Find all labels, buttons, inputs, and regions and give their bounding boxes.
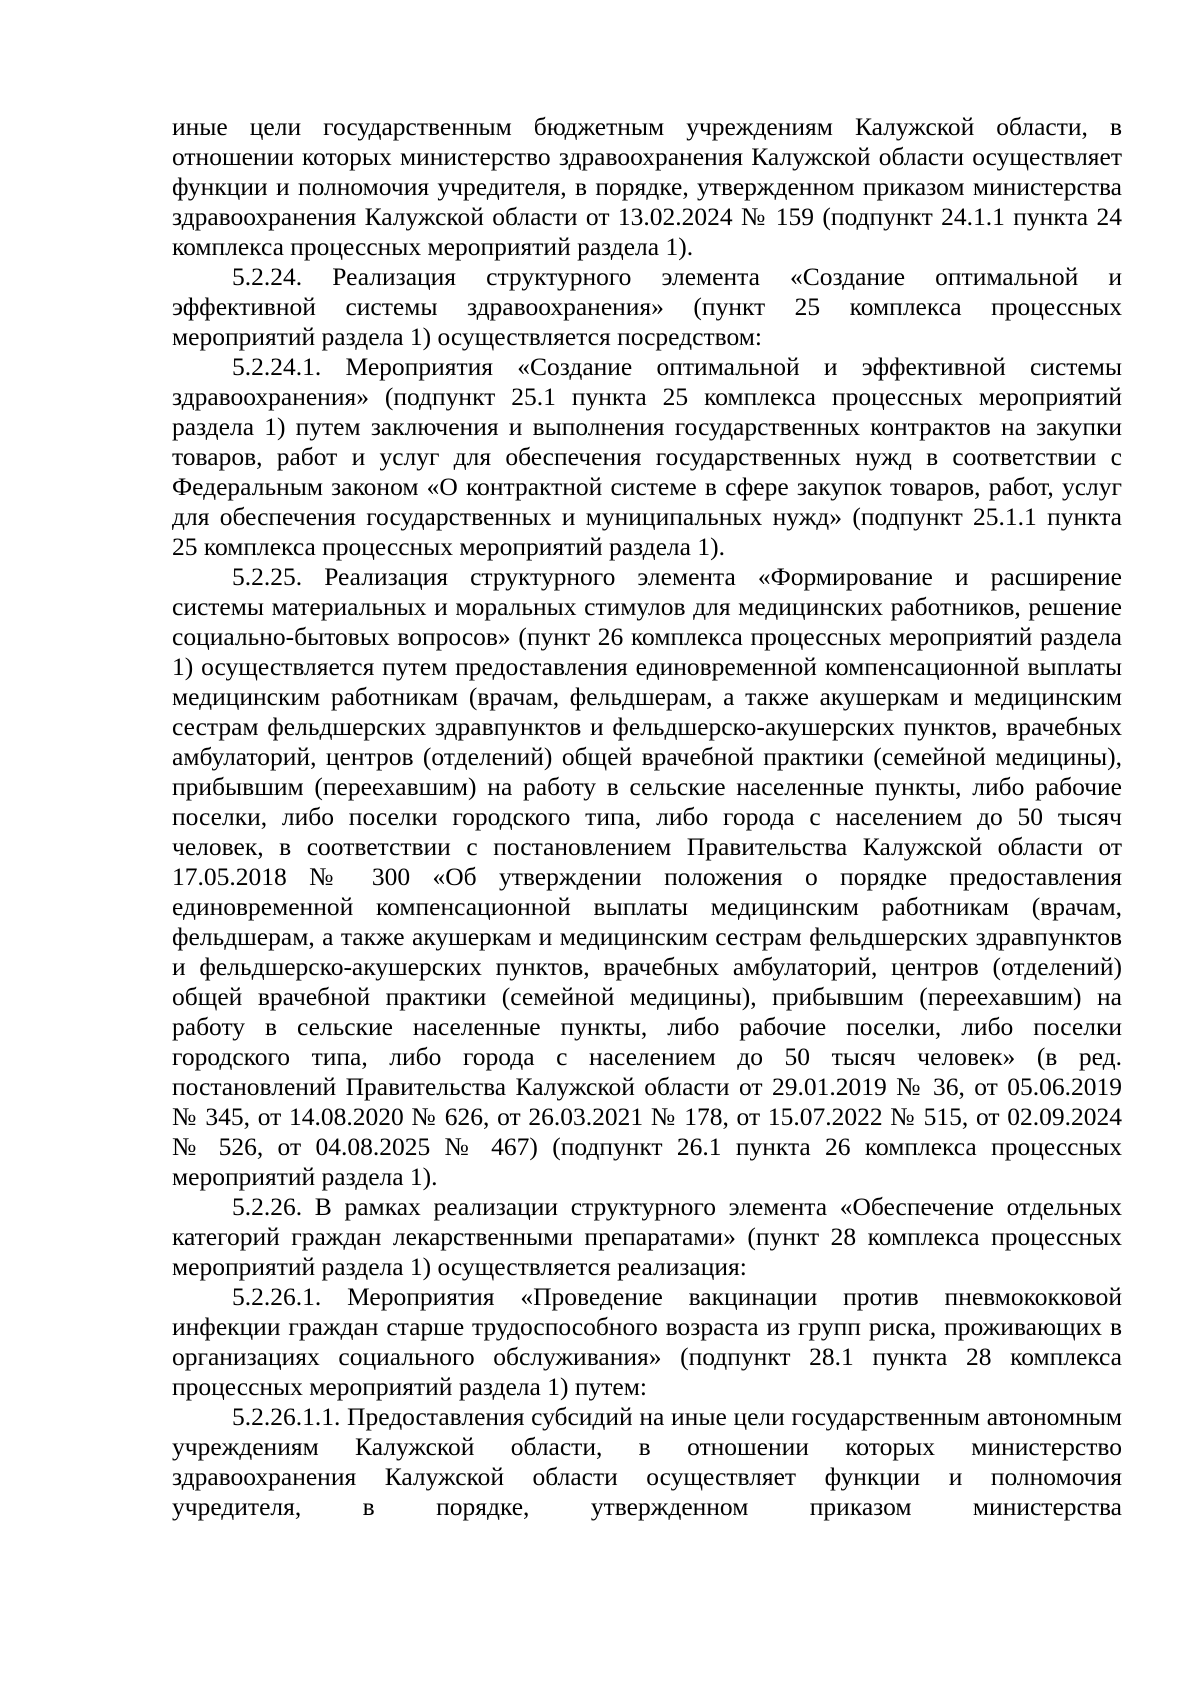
paragraph-5-2-25: 5.2.25. Реализация структурного элемента «Формирование и расширение системы материальных и моральных стимулов для медицинских работников, решение социально-бытовых вопросов» (пункт 26 комплекса процессных мероприятий раздела 1) осуществляется путем предоставления единовременной компенсационной выплаты медицинским работникам (врачам, фельдшерам, а также акушеркам и медицинским сестрам фельдшерских здравпунктов и фельдшерско-акушерских пунктов, врачебных амбулаторий, центров (отделений) общей врачебной практики (семейной медицины), прибывшим (переехавшим) на работу в сельские населенные пункты, либо рабочие поселки, либо поселки городского типа, либо города с населением до 50 тысяч человек, в соответствии с постановлением Правительства Калужской области от 17.05.2018 № 300 «Об утверждении положения о порядке предоставления единовременной компенсационной выплаты медицинским работникам (врачам, фельдшерам, а также акушеркам и медицинским сестрам фельдшерских здравпунктов и фельдшерско-акушерских пунктов, врачебных амбулаторий, центров (отделений) общей врачебной практики (семейной медицины), прибывшим (переехавшим) на работу в сельские населенные пункты, либо рабочие поселки, либо поселки городского типа, либо города с населением до 50 тысяч человек» (в ред. постановлений Правительства Калужской области от 29.01.2019 № 36, от 05.06.2019 № 345, от 14.08.2020 № 626, от 26.03.2021 № 178, от 15.07.2022 № 515, от 02.09.2024 № 526, от 04.08.2025 № 467) (подпункт 26.1 пункта 26 комплекса процессных мероприятий раздела 1). bbox=[172, 562, 1122, 1191]
document-body bbox=[172, 112, 1122, 1522]
paragraph-5-2-26: 5.2.26. В рамках реализации структурного элемента «Обеспечение отдельных категорий граждан лекарственными препаратами» (пункт 28 комплекса процессных мероприятий раздела 1) осуществляется реализация: bbox=[172, 1192, 1122, 1281]
paragraph-continuation: иные цели государственным бюджетным учреждениям Калужской области, в отношении которых министерство здравоохранения Калужской области осуществляет функции и полномочия учредителя, в порядке, утвержденном приказом министерства здравоохранения Калужской области от 13.02.2024 № 159 (подпункт 24.1.1 пункта 24 комплекса процессных мероприятий раздела 1). bbox=[172, 112, 1122, 261]
paragraph-5-2-26-1-1: 5.2.26.1.1. Предоставления субсидий на иные цели государственным автономным учреждениям Калужской области, в отношении которых министерство здравоохранения Калужской области осуществляет функции и полномочия учредителя, в порядке, утвержденном приказом министерства bbox=[172, 1402, 1122, 1521]
paragraph-5-2-26-1: 5.2.26.1. Мероприятия «Проведение вакцинации против пневмококковой инфекции граждан старше трудоспособного возраста из групп риска, проживающих в организациях социального обслуживания» (подпункт 28.1 пункта 28 комплекса процессных мероприятий раздела 1) путем: bbox=[172, 1282, 1122, 1401]
paragraph-5-2-24-1: 5.2.24.1. Мероприятия «Создание оптимальной и эффективной системы здравоохранения» (подпункт 25.1 пункта 25 комплекса процессных мероприятий раздела 1) путем заключения и выполнения государственных контрактов на закупки товаров, работ и услуг для обеспечения государственных нужд в соответствии с Федеральным законом «О контрактной системе в сфере закупок товаров, работ, услуг для обеспечения государственных и муниципальных нужд» (подпункт 25.1.1 пункта 25 комплекса процессных мероприятий раздела 1). bbox=[172, 352, 1122, 561]
paragraph-5-2-24: 5.2.24. Реализация структурного элемента «Создание оптимальной и эффективной системы здравоохранения» (пункт 25 комплекса процессных мероприятий раздела 1) осуществляется посредством: bbox=[172, 262, 1122, 351]
